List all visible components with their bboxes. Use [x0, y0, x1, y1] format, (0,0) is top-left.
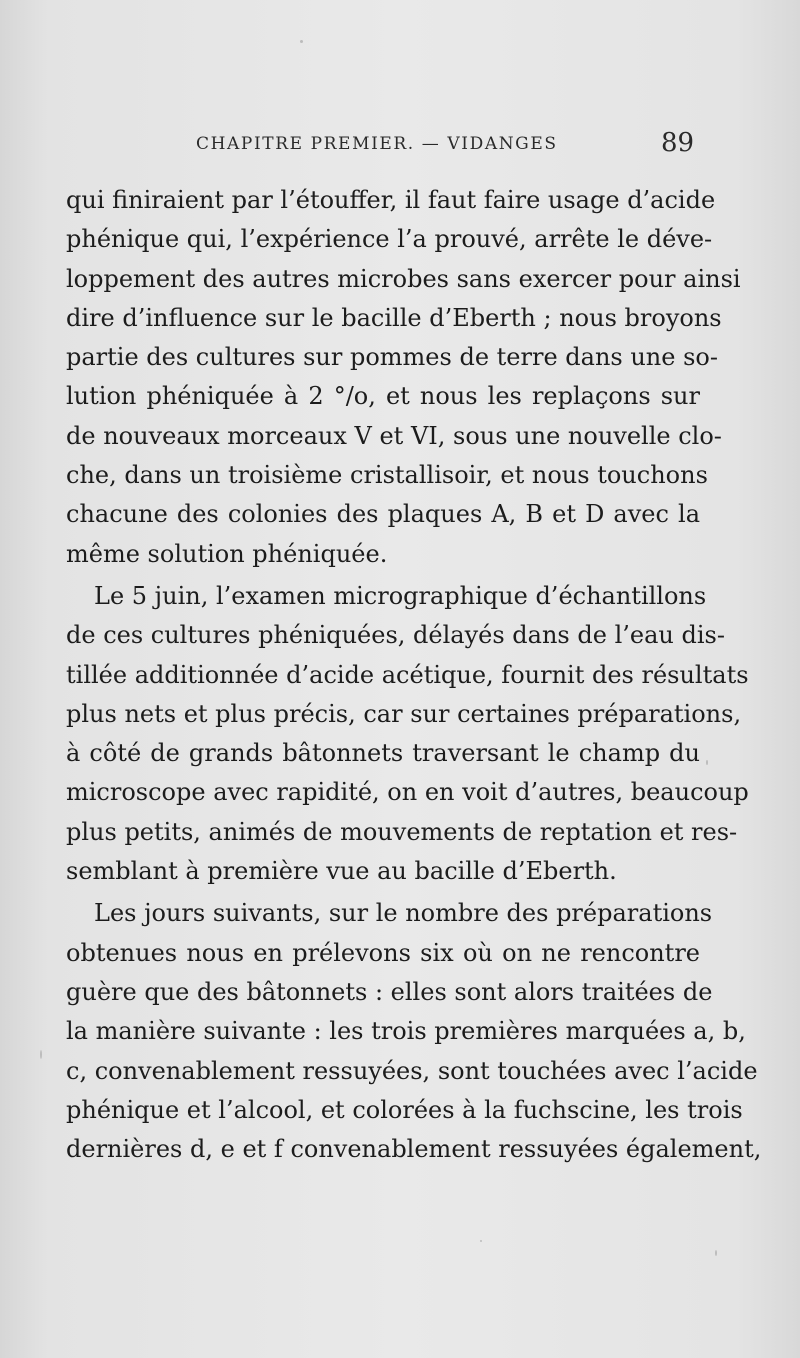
text-line: à côté de grands bâtonnets traversant le champ du [66, 739, 700, 768]
body-text [66, 181, 762, 1169]
text-line: de ces cultures phéniquées, délayés dans de l’eau dis- [66, 621, 725, 650]
paper-speck [300, 40, 303, 43]
text-line: microscope avec rapidité, on en voit d’autres, beaucoup [66, 778, 749, 807]
running-head: CHAPITRE PREMIER. — VIDANGES [196, 134, 558, 154]
text-line: semblant à première vue au bacille d’Eberth. [66, 857, 617, 886]
page-header [0, 128, 800, 162]
text-line: phénique et l’alcool, et colorées à la fuchscine, les trois [66, 1095, 743, 1124]
page-number: 89 [661, 128, 695, 158]
text-line: partie des cultures sur pommes de terre dans une so- [66, 343, 718, 372]
text-line: c, convenablement ressuyées, sont touchées avec l’acide [66, 1056, 758, 1085]
text-line: plus nets et plus précis, car sur certaines préparations, [66, 699, 742, 728]
text-line: qui finiraient par l’étouffer, il faut faire usage d’acide [66, 186, 716, 214]
text-line: lution phéniquée à 2 °/o, et nous les replaçons sur [66, 382, 700, 411]
text-line: dire d’influence sur le bacille d’Eberth ; nous broyons [66, 303, 722, 332]
text-line: chacune des colonies des plaques A, B et D avec la [66, 500, 700, 529]
text-line: Le 5 juin, l’examen micrographique d’échantillons [94, 581, 707, 610]
text-line: Les jours suivants, sur le nombre des préparations [94, 899, 713, 928]
text-line: même solution phéniquée. [66, 539, 388, 568]
text-line: dernières d, e et f convenablement ressuyées également, [66, 1135, 762, 1164]
paper-speck [706, 760, 708, 765]
paper-speck [715, 1250, 717, 1256]
text-line: guère que des bâtonnets : elles sont alors traitées de [66, 977, 713, 1006]
text-line: obtenues nous en prélevons six où on ne rencontre [66, 938, 700, 967]
paper-speck [40, 1050, 42, 1059]
text-line: loppement des autres microbes sans exercer pour ainsi [66, 264, 741, 293]
text-line: de nouveaux morceaux V et VI, sous une nouvelle clo- [66, 421, 722, 450]
text-line: che, dans un troisième cristallisoir, et nous touchons [66, 461, 708, 490]
text-line: la manière suivante : les trois premières marquées a, b, [66, 1017, 746, 1046]
text-line: plus petits, animés de mouvements de reptation et res- [66, 817, 738, 846]
paper-speck [480, 1240, 482, 1242]
text-line: phénique qui, l’expérience l’a prouvé, arrête le déve- [66, 225, 713, 254]
text-line: tillée additionnée d’acide acétique, fournit des résultats [66, 660, 749, 689]
